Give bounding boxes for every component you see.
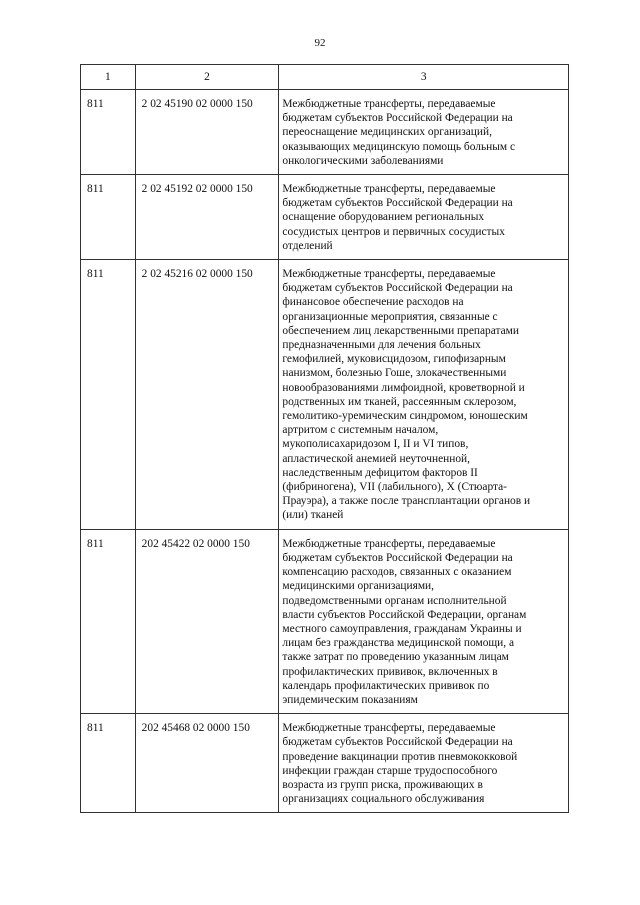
description-line: бюджетам субъектов Российской Федерации на (282, 112, 513, 125)
column-header-1: 1 (81, 65, 136, 90)
budget-code-cell: 2 02 45190 02 0000 150 (135, 90, 279, 175)
description-line: подведомственными органам исполнительной (282, 594, 507, 607)
description-line: артритом с системным началом, (282, 424, 439, 437)
table-row (81, 90, 569, 175)
admin-code-cell: 811 (81, 529, 136, 713)
description-line: Межбюджетные трансферты, передаваемые (282, 183, 496, 196)
budget-code-cell: 202 45422 02 0000 150 (135, 529, 279, 713)
description-line: бюджетам субъектов Российской Федерации на (282, 551, 513, 564)
description-line: новообразованиями лимфоидной, кроветворной и (282, 381, 525, 394)
description-line: медицинскими организациями, (282, 580, 434, 593)
admin-code-cell: 811 (81, 175, 136, 260)
description-line: бюджетам субъектов Российской Федерации на (282, 197, 513, 210)
description-line: Прауэра), а также после трансплантации органов и (282, 495, 531, 508)
description-line: местного самоуправления, гражданам Украины и (282, 622, 522, 635)
description-line: родственных им тканей, рассеянным склерозом, (282, 395, 517, 408)
admin-code-cell: 811 (81, 260, 136, 530)
table-row (81, 260, 569, 530)
description-cell (279, 714, 569, 813)
description-line: гемофилией, муковисцидозом, гипофизарным (282, 353, 506, 366)
description-line: проведение вакцинации против пневмококковой (282, 750, 518, 763)
description-line: Межбюджетные трансферты, передаваемые (282, 268, 496, 281)
description-line: переоснащение медицинских организаций, (282, 126, 492, 139)
description-line: также затрат по проведению указанным лицам (282, 651, 509, 664)
description-line: оснащение оборудованием региональных (282, 211, 485, 224)
description-line: (или) тканей (282, 509, 344, 522)
description-line: Межбюджетные трансферты, передаваемые (282, 722, 496, 735)
column-header-3: 3 (279, 65, 569, 90)
description-line: власти субъектов Российской Федерации, органам (282, 608, 527, 621)
description-line: обеспечением лиц лекарственными препаратами (282, 324, 519, 337)
description-cell (279, 529, 569, 713)
description-line: онкологическими заболеваниями (282, 154, 444, 167)
table-body (81, 90, 569, 813)
table-row (81, 714, 569, 813)
description-line: сосудистых центров и первичных сосудистых (282, 225, 505, 238)
description-line: апластической анемией неуточненной, (282, 452, 470, 465)
description-line: организациях социального обслуживания (282, 793, 485, 806)
budget-code-cell: 202 45468 02 0000 150 (135, 714, 279, 813)
description-line: мукополисахаридозом I, II и VI типов, (282, 438, 469, 451)
description-line: календарь профилактических прививок по (282, 679, 490, 692)
description-line: эпидемическим показаниям (282, 693, 418, 706)
description-line: лицам без гражданства медицинской помощи, а (282, 637, 515, 650)
description-cell (279, 90, 569, 175)
description-line: финансовое обеспечение расходов на (282, 296, 464, 309)
table-row (81, 529, 569, 713)
description-line: Межбюджетные трансферты, передаваемые (282, 537, 496, 550)
budget-code-cell: 2 02 45192 02 0000 150 (135, 175, 279, 260)
description-line: компенсацию расходов, связанных с оказанием (282, 566, 512, 579)
page-number: 92 (314, 37, 326, 49)
description-line: бюджетам субъектов Российской Федерации на (282, 282, 513, 295)
table-header-row (81, 65, 569, 90)
budget-classification-table (80, 64, 569, 813)
description-cell (279, 175, 569, 260)
table-row (81, 175, 569, 260)
description-cell (279, 260, 569, 530)
description-line: бюджетам субъектов Российской Федерации на (282, 736, 513, 749)
admin-code-cell: 811 (81, 714, 136, 813)
description-line: оказывающих медицинскую помощь больным с (282, 140, 516, 153)
budget-code-cell: 2 02 45216 02 0000 150 (135, 260, 279, 530)
description-line: Межбюджетные трансферты, передаваемые (282, 98, 496, 110)
description-line: предназначенными для лечения больных (282, 339, 481, 352)
description-line: отделений (282, 239, 333, 252)
description-line: гемолитико-уремическим синдромом, юношеским (282, 410, 528, 423)
description-line: наследственным дефицитом факторов II (282, 466, 478, 479)
description-line: профилактических прививок, включенных в (282, 665, 498, 678)
description-line: нанизмом, болезнью Гоше, злокачественными (282, 367, 507, 380)
description-line: организационные мероприятия, связанные с (282, 310, 498, 323)
admin-code-cell: 811 (81, 90, 136, 175)
column-header-2: 2 (135, 65, 279, 90)
description-line: инфекции граждан старше трудоспособного (282, 764, 498, 777)
description-line: возраста из групп риска, проживающих в (282, 778, 483, 791)
description-line: (фибриногена), VII (лабильного), X (Стюарта- (282, 481, 507, 494)
